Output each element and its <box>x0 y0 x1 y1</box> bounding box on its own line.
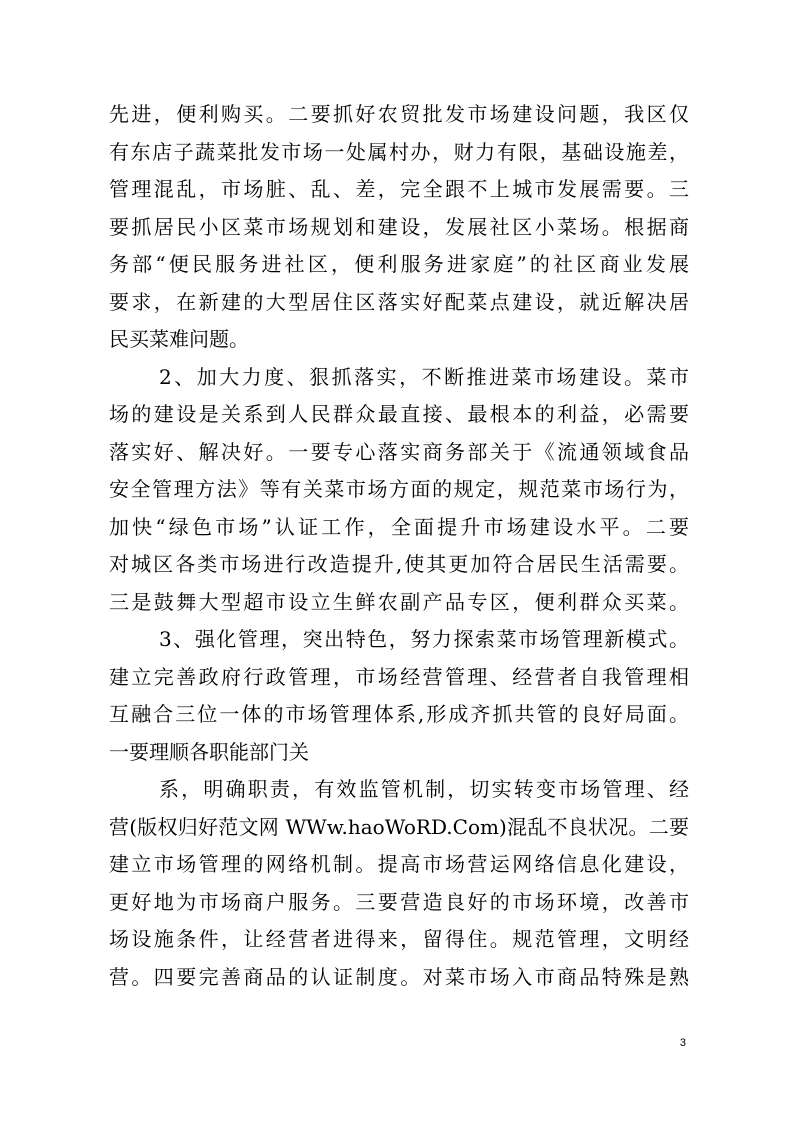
text-line: 建立市场管理的网络机制。提高市场营运网络信息化建设， <box>109 852 689 876</box>
text-line: 一要理顺各职能部门关 <box>109 739 309 764</box>
text-line: 安全管理方法》等有关菜市场方面的规定，规范菜市场行为， <box>109 477 689 501</box>
paragraph-3-start: 3、强化管理，突出特色，努力探索菜市场管理新模式。 <box>159 627 689 651</box>
text-line: 对城区各类市场进行改造提升,使其更加符合居民生活需要。 <box>109 552 689 576</box>
text-line: 务部“便民服务进社区，便利服务进家庭”的社区商业发展 <box>109 252 689 276</box>
text-line: 更好地为市场商户服务。三要营造良好的市场环境，改善市 <box>109 889 689 914</box>
text-line: 落实好、解决好。一要专心落实商务部关于《流通领域食品 <box>109 439 689 464</box>
text-line: 互融合三位一体的市场管理体系,形成齐抓共管的良好局面。 <box>109 702 689 726</box>
page-number: 3 <box>679 1037 686 1049</box>
text-line: 要求，在新建的大型居住区落实好配菜点建设，就近解决居 <box>109 289 689 314</box>
text-line: 先进，便利购买。二要抓好农贸批发市场建设问题，我区仅 <box>109 102 689 126</box>
document-body <box>109 96 689 996</box>
paragraph-4-start: 系，明确职责，有效监管机制，切实转变市场管理、经 <box>159 777 689 801</box>
text-line: 建立完善政府行政管理，市场经营管理、经营者自我管理相 <box>109 664 689 689</box>
text-line: 营。四要完善商品的认证制度。对菜市场入市商品特殊是熟 <box>109 964 689 989</box>
text-line: 场设施条件，让经营者进得来，留得住。规范管理，文明经 <box>109 927 689 951</box>
text-line: 场的建设是关系到人民群众最直接、最根本的利益，必需要 <box>109 402 689 426</box>
text-line: 民买菜难问题。 <box>109 327 249 351</box>
text-line: 加快“绿色市场”认证工作，全面提升市场建设水平。二要 <box>109 514 689 539</box>
paragraph-2-start: 2、加大力度、狠抓落实，不断推进菜市场建设。菜市 <box>159 364 689 389</box>
text-line: 管理混乱，市场脏、乱、差，完全跟不上城市发展需要。三 <box>109 177 689 201</box>
text-line: 有东店子蔬菜批发市场一处属村办，财力有限，基础设施差， <box>109 139 689 164</box>
text-line: 三是鼓舞大型超市设立生鲜农副产品专区，便利群众买菜。 <box>109 589 689 614</box>
text-line: 营(版权归好范文网 WWw.haoWoRD.Com)混乱不良状况。二要 <box>109 814 689 839</box>
text-line: 要抓居民小区菜市场规划和建设，发展社区小菜场。根据商 <box>109 214 689 239</box>
